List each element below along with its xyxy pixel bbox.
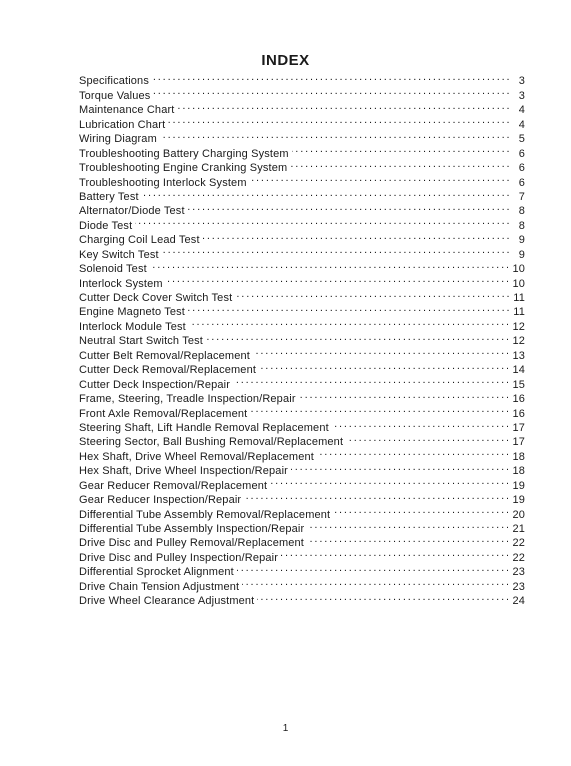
dot-leader (299, 388, 509, 402)
index-entry-title: Drive Wheel Clearance Adjustment (79, 595, 255, 608)
dot-leader (244, 489, 508, 503)
index-entry-page: 16 (512, 407, 525, 420)
index-entry-page: 13 (512, 349, 525, 362)
index-entry-title: Gear Reducer Removal/Replacement (79, 479, 268, 492)
dot-leader (150, 258, 509, 272)
dot-leader (291, 460, 508, 474)
index-entry-page: 6 (518, 176, 525, 189)
index-entry-page: 24 (512, 595, 525, 608)
dot-leader (203, 229, 509, 243)
index-entry-title: Charging Coil Lead Test (79, 234, 200, 247)
index-entry-page: 14 (512, 364, 525, 377)
index-entry-title: Solenoid Test (79, 263, 147, 276)
index-entry (79, 186, 525, 203)
dot-leader (168, 113, 509, 127)
index-entry-page: 12 (512, 320, 525, 333)
index-entry-page: 19 (512, 479, 525, 492)
page-title: INDEX (261, 52, 310, 69)
dot-leader (189, 315, 509, 329)
index-entry-title: Cutter Deck Inspection/Repair (79, 378, 231, 391)
index-entry-title: Alternator/Diode Test (79, 205, 185, 218)
index-entry (79, 70, 525, 88)
index-entry-title: Torque Values (79, 89, 151, 102)
index-entry-page: 5 (518, 133, 525, 146)
index-entry-title: Steering Sector, Ball Bushing Removal/Replacement (79, 436, 344, 449)
index-entry (79, 214, 525, 232)
index-entry-page: 10 (512, 277, 525, 290)
index-entry-page: 9 (518, 234, 525, 247)
index-entry-title: Wiring Diagram (79, 133, 157, 146)
dot-leader (257, 590, 508, 604)
index-entry-title: Neutral Start Switch Test (79, 335, 203, 348)
dot-leader (250, 402, 508, 416)
index-entry-page: 19 (512, 494, 525, 507)
dot-leader (142, 186, 509, 200)
dot-leader (253, 344, 509, 358)
index-entry-title: Hex Shaft, Drive Wheel Removal/Replacement (79, 450, 314, 463)
index-entry-title: Cutter Deck Cover Switch Test (79, 292, 233, 304)
dot-leader (290, 157, 509, 171)
dot-leader (152, 70, 509, 84)
index-entry-title: Gear Reducer Inspection/Repair (79, 494, 242, 507)
index-entry-page: 3 (518, 89, 525, 102)
index-entry-page: 22 (512, 537, 525, 550)
index-entry-title: Front Axle Removal/Replacement (79, 407, 248, 420)
index-entry-title: Cutter Deck Removal/Replacement (79, 364, 257, 377)
dot-leader (160, 128, 509, 142)
index-entry-page: 21 (512, 523, 525, 535)
index-entry-title: Troubleshooting Interlock System (79, 176, 247, 189)
index-entry-title: Maintenance Chart (79, 104, 175, 117)
index-entry-title: Lubrication Chart (79, 118, 166, 131)
index-entry-title: Drive Disc and Pulley Removal/Replacement (79, 537, 305, 550)
dot-leader (135, 214, 509, 228)
dot-leader (235, 287, 509, 301)
dot-leader (270, 474, 508, 488)
index-entry-title: Drive Disc and Pulley Inspection/Repair (79, 551, 279, 564)
index-entry-page: 7 (518, 190, 525, 203)
index-entry-title: Cutter Belt Removal/Replacement (79, 349, 250, 362)
dot-leader (206, 330, 508, 344)
index-entry-title: Battery Test (79, 190, 139, 203)
dot-leader (307, 518, 508, 532)
index-entry-page: 18 (512, 450, 525, 463)
dot-leader (188, 301, 509, 315)
dot-leader (233, 373, 508, 387)
dot-leader (259, 359, 508, 373)
index-entry-page: 23 (512, 566, 525, 579)
dot-leader (332, 417, 509, 431)
index-entry-title: Differential Sprocket Alignment (79, 566, 234, 579)
index-entry-page: 23 (512, 580, 525, 593)
index-entry-title: Differential Tube Assembly Removal/Replacement (79, 508, 331, 521)
dot-leader (242, 575, 508, 589)
index-entry-title: Diode Test (79, 219, 133, 232)
dot-leader (281, 546, 508, 560)
index-entry-title: Steering Shaft, Lift Handle Removal Replacement (79, 421, 329, 434)
index-entry-title: Drive Chain Tension Adjustment (79, 580, 240, 593)
index-entry-page: 15 (512, 378, 525, 391)
index-entry-title: Engine Magneto Test (79, 306, 185, 319)
index-entry-page: 6 (518, 162, 525, 175)
dot-leader (346, 431, 508, 445)
index-entry-page: 16 (512, 393, 525, 406)
index-entry-page: 4 (518, 104, 525, 117)
index-entry-page: 12 (512, 335, 525, 348)
index-entry-page: 17 (512, 436, 525, 449)
index-entry-page: 3 (518, 75, 525, 88)
index-entry-title: Hex Shaft, Drive Wheel Inspection/Repair (79, 465, 288, 478)
index-entry-title: Troubleshooting Engine Cranking System (79, 162, 288, 175)
page-number: 1 (282, 723, 289, 734)
dot-leader (250, 171, 509, 185)
dot-leader (237, 561, 509, 575)
index-entry-page: 8 (518, 219, 525, 232)
dot-leader (188, 200, 509, 214)
dot-leader (307, 532, 508, 546)
dot-leader (162, 243, 509, 257)
index-entry-page: 22 (512, 551, 525, 564)
index-entry-title: Differential Tube Assembly Inspection/Repair (79, 523, 305, 535)
dot-leader (153, 84, 509, 98)
index-entry-page: 18 (512, 465, 525, 478)
index-entry-title: Key Switch Test (79, 248, 159, 261)
index-list (79, 70, 525, 608)
index-entry-page: 11 (513, 292, 525, 304)
index-entry-page: 6 (518, 147, 525, 160)
index-entry-title: Troubleshooting Battery Charging System (79, 147, 289, 160)
index-entry-page: 20 (512, 508, 525, 521)
dot-leader (292, 142, 509, 156)
index-entry-page: 10 (512, 263, 525, 276)
dot-leader (166, 272, 509, 286)
index-entry-title: Specifications (79, 75, 149, 88)
index-entry-title: Interlock Module Test (79, 320, 186, 333)
index-entry-title: Interlock System (79, 277, 163, 290)
index-entry-title: Frame, Steering, Treadle Inspection/Repair (79, 393, 296, 406)
dot-leader (178, 99, 510, 113)
index-entry-page: 11 (513, 306, 525, 319)
index-entry-page: 9 (518, 248, 525, 261)
index-entry-page: 4 (518, 118, 525, 131)
dot-leader (317, 445, 509, 459)
index-entry (79, 229, 525, 247)
dot-leader (333, 503, 508, 517)
index-entry-page: 8 (518, 205, 525, 218)
index-entry-page: 17 (512, 421, 525, 434)
index-entry (79, 200, 525, 218)
